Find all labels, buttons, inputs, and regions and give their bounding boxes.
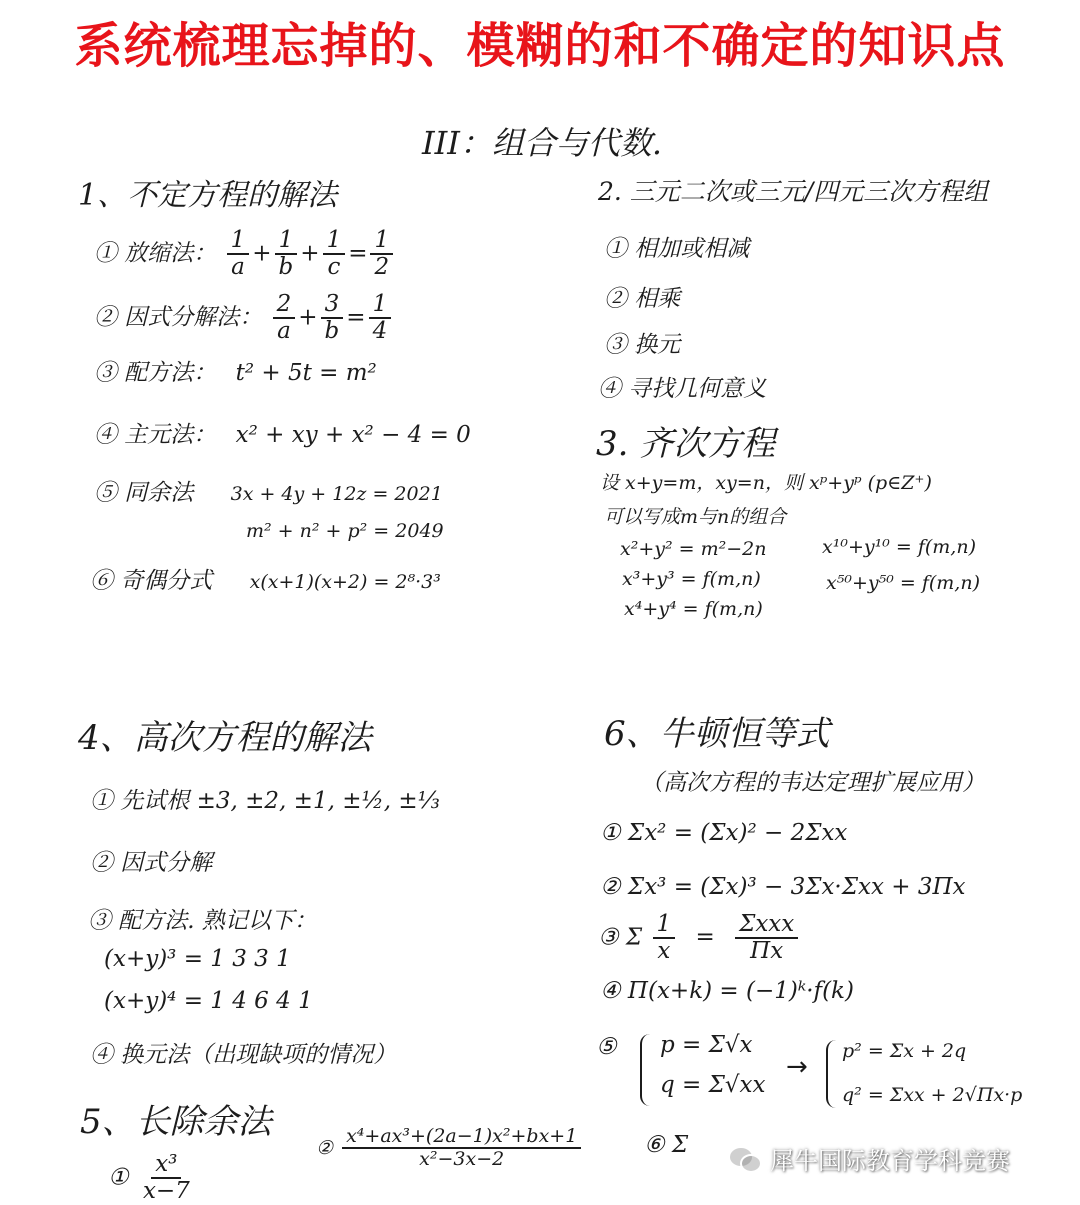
- s2-item-3: ③ 换元: [604, 332, 681, 358]
- s6-item-2: ② Σx³ = (Σx)³ − 3Σx·Σxx + 3Πx: [600, 874, 966, 900]
- s4-row-1: (x+y)³ = 1 3 3 1: [104, 946, 291, 972]
- s2-item-1: ① 相加或相减: [604, 236, 750, 262]
- s3-left-1: x²+y² = m²−2n: [620, 538, 767, 560]
- s3-line-2: 可以写成m与n的组合: [604, 506, 787, 528]
- s3-left-3: x⁴+y⁴ = f(m,n): [624, 598, 763, 620]
- fraction: $\frac{1}{2}$: [370, 228, 393, 281]
- s6-subtitle: （高次方程的韦达定理扩展应用）: [640, 770, 985, 796]
- fraction: $\frac{\text{x⁴+ax³+(2a−1)x²+bx+1}}{\text{x²−3x−2}}$: [342, 1126, 581, 1170]
- s2-item-4: ④ 寻找几何意义: [598, 376, 767, 402]
- section-5-title: 5、长除余法: [80, 1102, 272, 1142]
- handwritten-notes: [0, 82, 1080, 1204]
- s1-item-5-expr-2: m² + n² + p² = 2049: [246, 520, 444, 542]
- s3-right-1: x¹⁰+y¹⁰ = f(m,n): [822, 536, 976, 558]
- s1-item-2-label: ② 因式分解法：: [94, 304, 263, 331]
- s2-item-2: ② 相乘: [604, 286, 681, 312]
- left-brace: [640, 1034, 652, 1106]
- s6-item-5-q2: q² = Σxx + 2√Πx·p: [842, 1084, 1023, 1106]
- s6-item-5-p2: p² = Σx + 2q: [842, 1040, 967, 1062]
- s6-item-5-number: ⑤: [596, 1034, 617, 1060]
- fraction: $\frac{2}{a}$: [273, 292, 296, 345]
- section-2-title: 2. 三元二次或三元/四元三次方程组: [598, 177, 989, 206]
- banner-title: 系统梳理忘掉的、模糊的和不确定的知识点: [74, 17, 1006, 74]
- s6-item-1: ① Σx² = (Σx)² − 2Σxx: [600, 820, 848, 846]
- s5-expr-2: ② $\frac{\text{x⁴+ax³+(2a−1)x²+bx+1}}{\text{x²−3x−2}}$: [316, 1126, 584, 1170]
- s3-line-1: 设 x+y=m，xy=n，则 xᵖ+yᵖ (p∈Z⁺): [600, 472, 932, 494]
- s6-item-5-q: q = Σ√xx: [660, 1072, 766, 1098]
- fraction: $\frac{1}{c}$: [323, 228, 346, 281]
- s3-right-2: x⁵⁰+y⁵⁰ = f(m,n): [826, 572, 980, 594]
- s1-item-1-label: ① 放缩法：: [94, 240, 217, 267]
- s1-item-1: ① 放缩法： $\frac{1}{a}$ + $\frac{1}{b}$ + $\frac{1}{c}$ = $\frac{1}{2}$: [94, 228, 396, 281]
- right-arrow-icon: →: [786, 1052, 808, 1082]
- section-3-title: 3. 齐次方程: [596, 424, 776, 464]
- s5-expr-1: ① $\frac{\text{x³}}{x-7}$: [108, 1152, 197, 1205]
- s1-item-3: ③ 配方法： t² + 5t = m²: [94, 360, 377, 386]
- fraction: $\frac{1}{x}$: [653, 912, 676, 965]
- fraction: $\frac{1}{b}$: [275, 228, 298, 281]
- s4-item-3: ③ 配方法. 熟记以下：: [88, 908, 317, 934]
- fraction: $\frac{1}{a}$: [227, 228, 250, 281]
- s6-item-5-p: p = Σ√x: [660, 1032, 753, 1058]
- fraction: $\frac{3}{b}$: [321, 292, 344, 345]
- title-banner: [0, 0, 1080, 82]
- s1-item-4: ④ 主元法： x² + xy + x² − 4 = 0: [94, 422, 471, 448]
- s4-row-2: (x+y)⁴ = 1 4 6 4 1: [104, 988, 313, 1014]
- s6-item-3: ③ Σ $\frac{1}{x}$ = $\frac{\text{Σxxx}}{\Pi x}$: [598, 912, 801, 965]
- s6-item-6: ⑥ Σ: [644, 1132, 689, 1158]
- watermark: [728, 1138, 1010, 1178]
- fraction: $\frac{\text{Σxxx}}{\Pi x}$: [735, 912, 798, 965]
- watermark-text: 犀牛国际教育学科竞赛: [770, 1146, 1010, 1175]
- s1-item-6: ⑥ 奇偶分式 x(x+1)(x+2) = 2⁸·3³: [90, 568, 441, 594]
- s1-item-5: ⑤ 同余法 3x + 4y + 12z = 2021: [94, 480, 443, 506]
- section-1-title: 1、不定方程的解法: [78, 178, 338, 213]
- s4-item-1: ① 先试根 ±3, ±2, ±1, ±½, ±⅓: [90, 788, 440, 814]
- fraction: $\frac{1}{4}$: [369, 292, 392, 345]
- left-brace: [826, 1040, 838, 1108]
- s3-left-2: x³+y³ = f(m,n): [622, 568, 761, 590]
- s4-item-4: ④ 换元法（出现缺项的情况）: [90, 1042, 397, 1068]
- wechat-icon: [728, 1144, 762, 1172]
- s6-item-4: ④ Π(x+k) = (−1)ᵏ·f(k): [600, 978, 854, 1004]
- notes-heading: III：组合与代数.: [422, 124, 663, 162]
- section-4-title: 4、高次方程的解法: [78, 718, 372, 758]
- s4-item-2: ② 因式分解: [90, 850, 213, 876]
- s1-item-2: ② 因式分解法： $\frac{2}{a}$ + $\frac{3}{b}$ = $\frac{1}{4}$: [94, 292, 394, 345]
- section-6-title: 6、牛顿恒等式: [604, 714, 830, 754]
- fraction: $\frac{\text{x³}}{x-7}$: [142, 1151, 190, 1205]
